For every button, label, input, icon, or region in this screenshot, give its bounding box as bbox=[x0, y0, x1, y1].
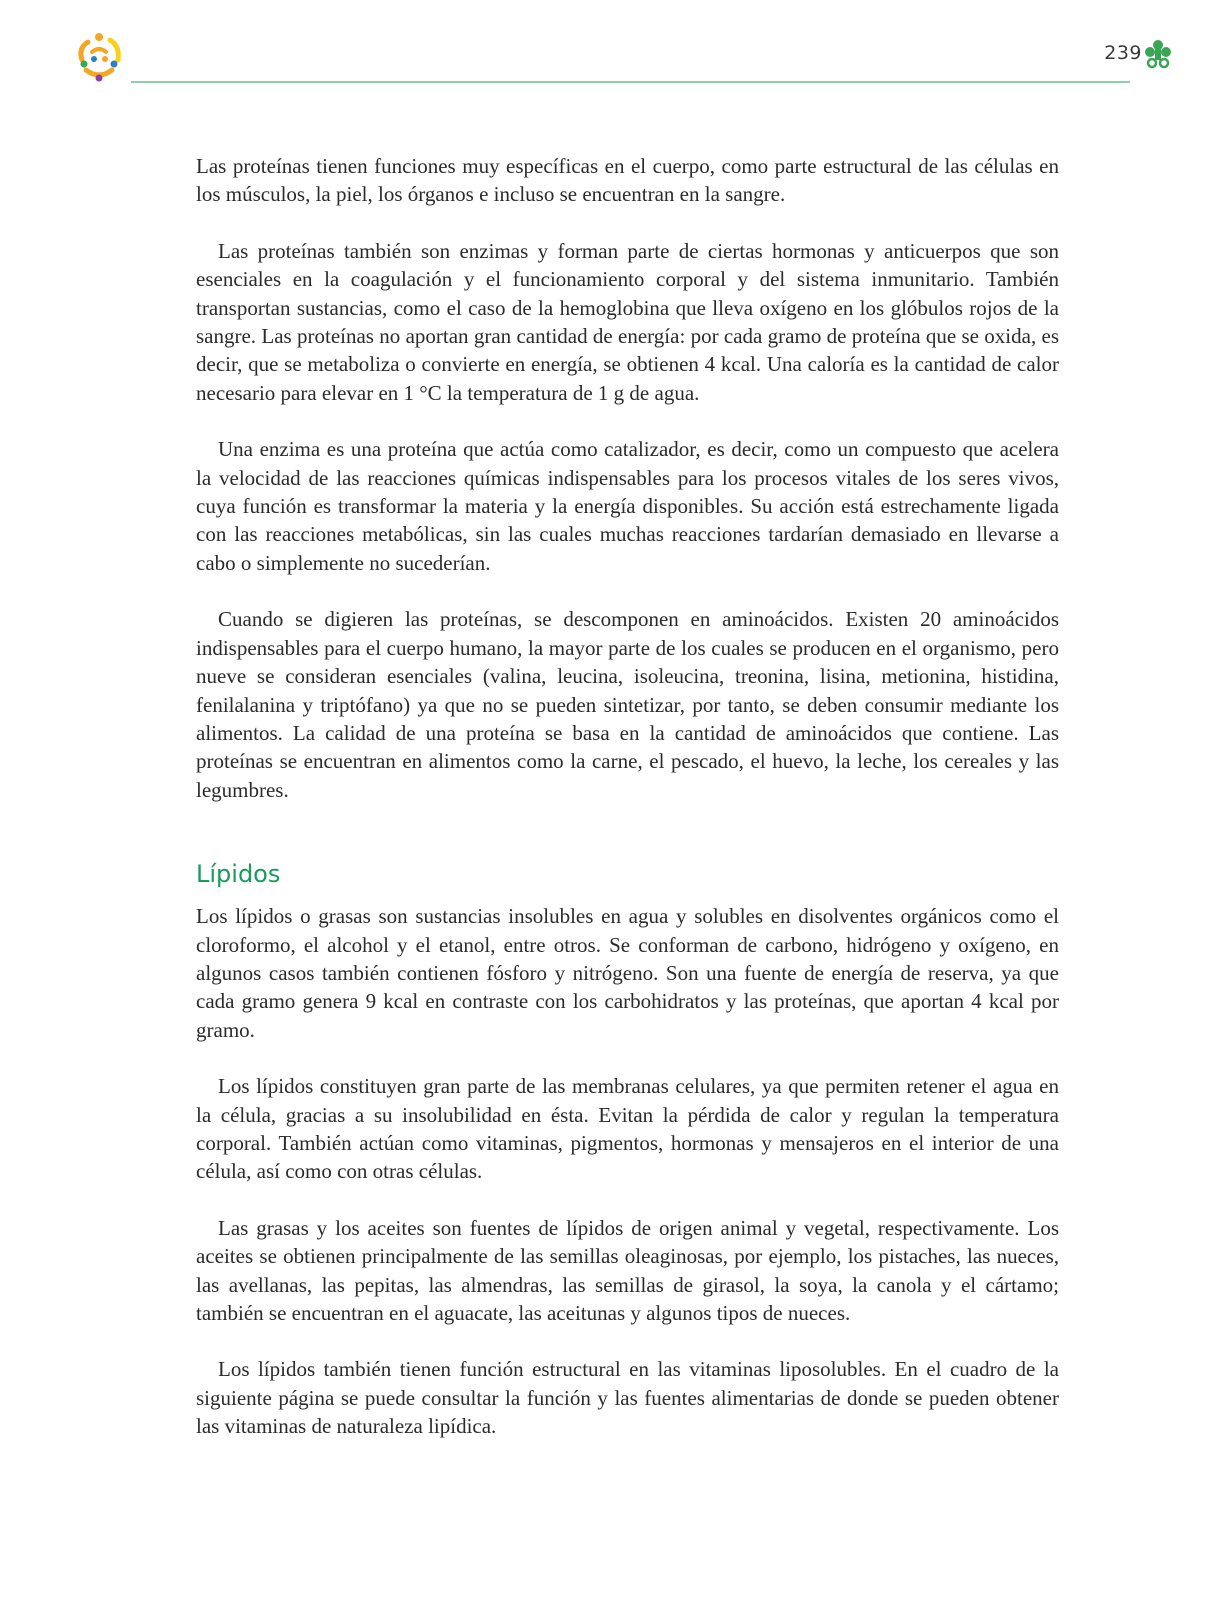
paragraph: Cuando se digieren las proteínas, se descomponen en aminoácidos. Existen 20 aminoácidos indispensables para el cuerpo humano, la mayor parte de los cuales se producen en el organismo, pero nueve se consideran esenciales (valina, leucina, isoleucina, treonina, lisina, metionina, histidina, fenilalanina y triptófano) ya que no se pueden sintetizar, por tanto, se deben consumir mediante los alimentos. La calidad de una proteína se basa en la cantidad de aminoácidos que contiene. Las proteínas se encuentran en alimentos como la carne, el pescado, el huevo, la leche, los cereales y las legumbres. bbox=[196, 607, 1059, 802]
section-title: Lípidos bbox=[196, 860, 281, 889]
paragraph: Las proteínas también son enzimas y forman parte de ciertas hormonas y anticuerpos que son esenciales en la coagulación y el funcionamiento corporal y del sistema inmunitario. También transportan sustancias, como el caso de la hemoglobina que lleva oxígeno en los glóbulos rojos de la sangre. Las proteínas no aportan gran cantidad de energía: por cada gramo de proteína que se oxida, es decir, que se metaboliza o convierte en energía, se obtienen 4 kcal. Una caloría es la cantidad de calor necesario para elevar en 1 °C la temperatura de 1 g de agua. bbox=[196, 238, 1059, 405]
paragraph: Las proteínas tienen funciones muy específicas en el cuerpo, como parte estructural de las células en los músculos, la piel, los órganos e incluso se encuentran en la sangre. bbox=[196, 154, 1059, 207]
people-circle-logo-icon bbox=[72, 30, 126, 84]
paragraph: Los lípidos o grasas son sustancias insolubles en agua y solubles en disolventes orgánicos como el cloroformo, el alcohol y el etanol, entre otros. Se conforman de carbono, hidrógeno y oxígeno, en algunos casos también contienen fósforo y nitrógeno. Son una fuente de energía de reserva, ya que cada gramo genera 9 kcal en contraste con los carbohidratos y las proteínas, que aportan 4 kcal por gramo. bbox=[196, 904, 1059, 1042]
green-emblem-icon bbox=[1144, 38, 1172, 70]
page-content bbox=[196, 152, 1059, 1469]
paragraph: Las grasas y los aceites son fuentes de lípidos de origen animal y vegetal, respectivamente. Los aceites se obtienen principalmente de las semillas oleaginosas, por ejemplo, los pistaches, las nueces, las avellanas, las pepitas, las almendras, las semillas de girasol, la soya, la canola y el cártamo; también se encuentran en el aguacate, las aceitunas y algunos tipos de nueces. bbox=[196, 1215, 1059, 1325]
paragraph: Una enzima es una proteína que actúa como catalizador, es decir, como un compuesto que acelera la velocidad de las reacciones químicas indispensables para los procesos vitales de los seres vivos, cuya función es transformar la materia y la energía disponibles. Su acción está estrechamente ligada con las reacciones metabólicas, sin las cuales muchas reacciones tardarían demasiado en llevarse a cabo o simplemente no sucederían. bbox=[196, 437, 1059, 575]
page-number: 239 bbox=[1104, 42, 1142, 64]
paragraph: Los lípidos también tienen función estructural en las vitaminas liposolubles. En el cuadro de la siguiente página se puede consultar la función y las fuentes alimentarias de donde se pueden obtener las vitaminas de naturaleza lipídica. bbox=[196, 1357, 1059, 1439]
page-header bbox=[0, 0, 1214, 90]
header-rule bbox=[131, 81, 1130, 83]
paragraph: Los lípidos constituyen gran parte de las membranas celulares, ya que permiten retener el agua en la célula, gracias a su insolubilidad en ésta. Evitan la pérdida de calor y regulan la temperatura corporal. También actúan como vitaminas, pigmentos, hormonas y mensajeros en el interior de una célula, así como con otras células. bbox=[196, 1074, 1059, 1184]
